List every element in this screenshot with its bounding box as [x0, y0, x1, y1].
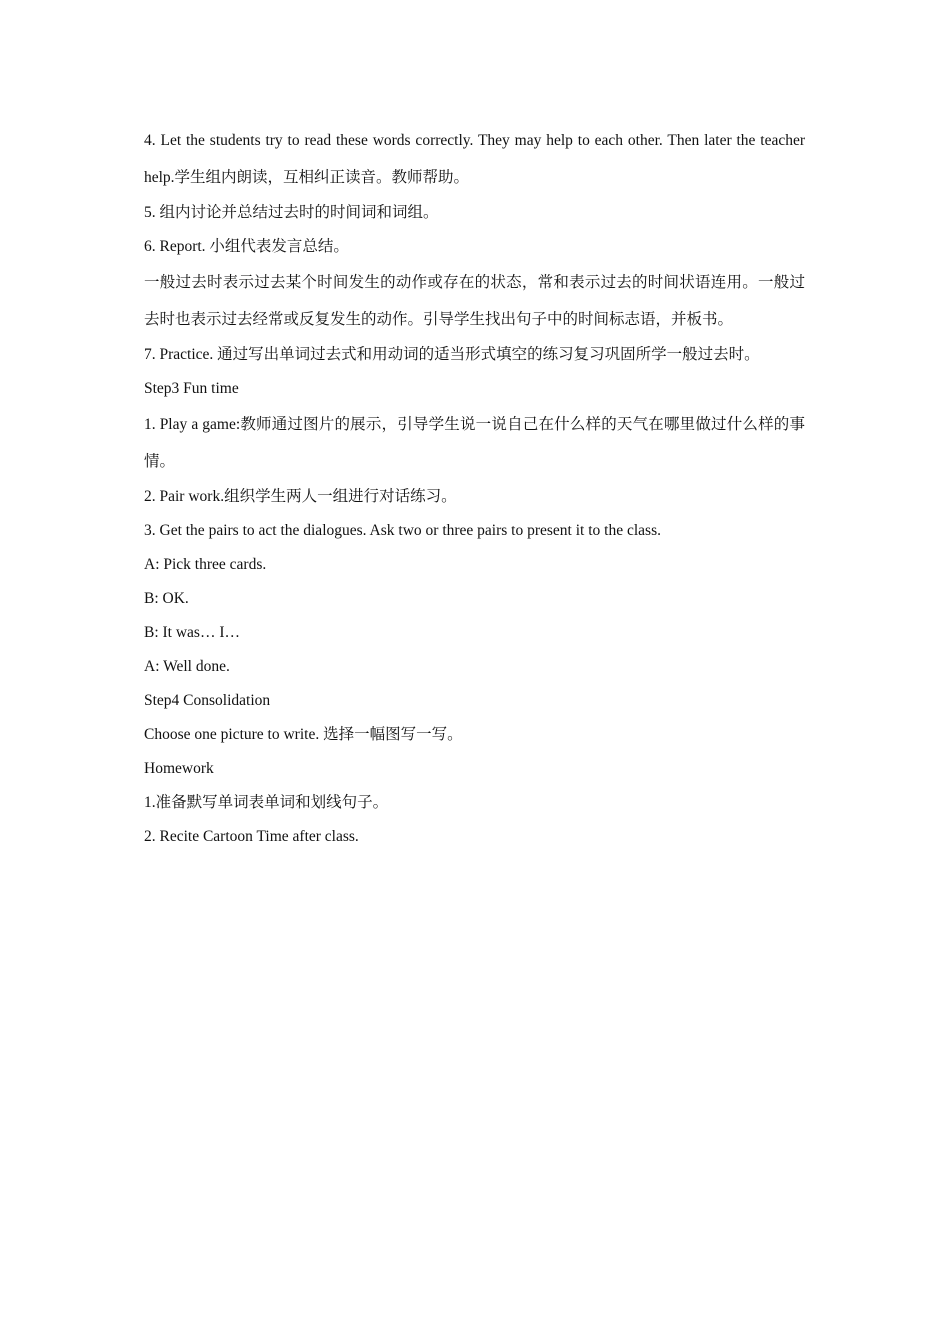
- heading-step4-consolidation: Step4 Consolidation: [144, 692, 271, 709]
- dialogue-line: B: OK.: [144, 590, 189, 607]
- paragraph-choose-picture: Choose one picture to write. 选择一幅图写一写。: [144, 726, 463, 743]
- document-body: [144, 122, 805, 854]
- paragraph-past-tense-explanation: 一般过去时表示过去某个时间发生的动作或存在的状态，常和表示过去的时间状语连用。一般过去时也表示过去经常或反复发生的动作。引导学生找出句子中的时间标志语，并板书。: [144, 274, 805, 328]
- paragraph-group-discussion: 5. 组内讨论并总结过去时的时间词和词组。: [144, 204, 439, 221]
- homework-item: 2. Recite Cartoon Time after class.: [144, 828, 359, 845]
- paragraph-read-words: 4. Let the students try to read these words correctly. They may help to each other. Then later the teacher help.学生组内朗读，互相纠正读音。教师帮助。: [144, 132, 805, 186]
- paragraph-report: 6. Report. 小组代表发言总结。: [144, 238, 349, 255]
- dialogue-line: B: It was… I…: [144, 624, 241, 641]
- dialogue-line: A: Pick three cards.: [144, 556, 267, 573]
- paragraph-pair-work: 2. Pair work.组织学生两人一组进行对话练习。: [144, 488, 457, 505]
- heading-homework: Homework: [144, 760, 214, 777]
- paragraph-act-dialogues: 3. Get the pairs to act the dialogues. Ask two or three pairs to present it to the class.: [144, 522, 661, 539]
- heading-step3-fun-time: Step3 Fun time: [144, 380, 239, 397]
- homework-item: 1.准备默写单词表单词和划线句子。: [144, 794, 389, 811]
- paragraph-practice: 7. Practice. 通过写出单词过去式和用动词的适当形式填空的练习复习巩固所学一般过去时。: [144, 346, 760, 363]
- dialogue-line: A: Well done.: [144, 658, 230, 675]
- paragraph-play-game: 1. Play a game:教师通过图片的展示，引导学生说一说自己在什么样的天气在哪里做过什么样的事情。: [144, 416, 805, 470]
